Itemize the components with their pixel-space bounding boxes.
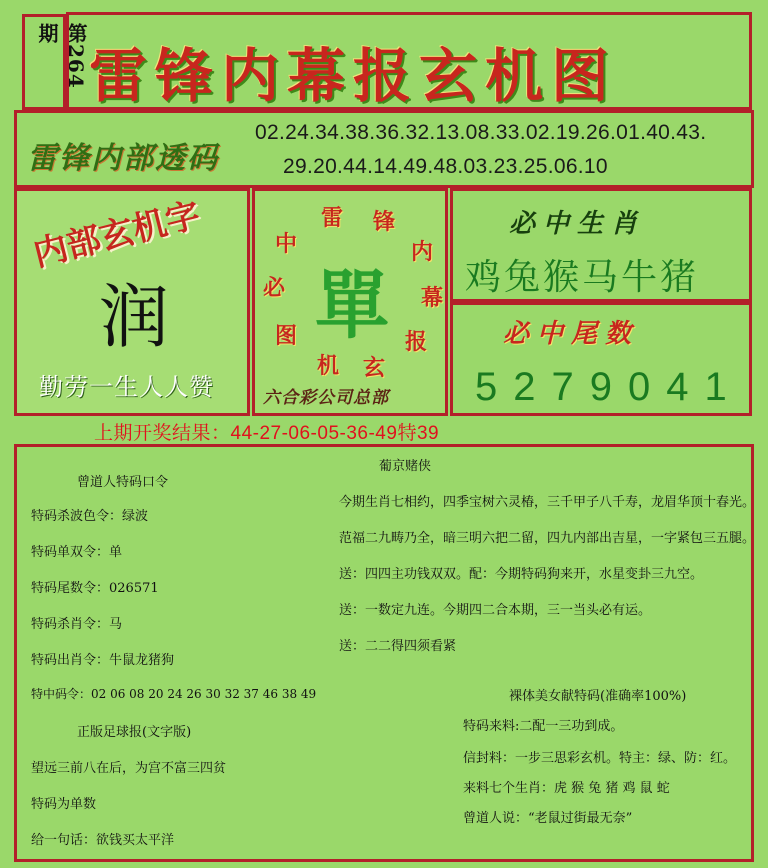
center-emblem-panel xyxy=(252,188,448,416)
ring-char: 图 xyxy=(275,323,298,349)
tail-numbers: 5279041 xyxy=(475,365,743,409)
secret-character: 润 xyxy=(99,276,169,358)
zodiac-title: 必中生肖 xyxy=(509,209,646,239)
tail-number-title: 必中尾数 xyxy=(503,319,640,349)
secret-character-panel xyxy=(14,188,250,416)
left-line: 特码单双令：单 xyxy=(31,545,123,560)
codes-line-2: 29.20.44.14.49.48.03.23.25.06.10 xyxy=(283,155,608,178)
right-line: 信封料：一步三思彩玄机。特主：绿、防：红。 xyxy=(463,751,737,766)
left-line: 特码为单数 xyxy=(31,797,97,812)
left-line: 望远三前八在后，为宫不富三四贫 xyxy=(31,761,227,776)
ring-char: 必 xyxy=(263,275,286,301)
secret-character-label: 内部玄机字 xyxy=(29,194,205,275)
company-name: 六合彩公司总部 xyxy=(263,388,389,408)
ring-char: 玄 xyxy=(363,355,386,381)
ring-char: 雷 xyxy=(321,205,344,231)
emblem-character: 單 xyxy=(315,263,389,349)
right-line: 今期生肖七相约，四季宝树六灵椿，三千甲子八千寿，龙眉华顶十春光。 xyxy=(339,495,756,510)
right-column-subheading: 裸体美女献特码(准确率100%) xyxy=(509,689,687,704)
issue-number: 第264期 xyxy=(35,23,88,89)
codes-line-1: 02.24.34.38.36.32.13.08.33.02.19.26.01.40.43. xyxy=(255,121,707,144)
right-line: 送：四四主功钱双双。配：今期特码狗来开，水星变卦三九空。 xyxy=(339,567,704,582)
ring-char: 幕 xyxy=(421,285,444,311)
last-draw-result: 上期开奖结果：44-27-06-05-36-49特39 xyxy=(94,423,440,444)
text-content-box xyxy=(14,444,754,862)
right-line: 送：一数定九连。今期四二合本期，三一当头必有运。 xyxy=(339,603,652,618)
right-line: 范福二九畴乃全，暗三明六把二留，四九内部出吉星，一字紧包三五腿。 xyxy=(339,531,756,546)
internal-codes-box xyxy=(14,110,754,188)
right-column-heading: 葡京赌侠 xyxy=(379,459,432,474)
right-line: 来料七个生肖：虎 猴 兔 猪 鸡 鼠 蛇 xyxy=(463,781,670,796)
left-line: 特码杀肖令：马 xyxy=(31,617,123,632)
zodiac-list: 鸡兔猴马牛猪 xyxy=(465,257,700,298)
ring-char: 内 xyxy=(411,239,434,265)
left-column-heading: 曾道人特码口令 xyxy=(77,475,169,490)
slogan: 勤劳一生人人赞 xyxy=(39,373,214,401)
right-line: 曾道人说：“老鼠过街最无奈” xyxy=(463,811,633,826)
left-line: 特码杀波色令：绿波 xyxy=(31,509,149,524)
issue-box xyxy=(22,14,88,110)
left-line: 给一句话：欲钱买太平洋 xyxy=(31,833,175,848)
left-line: 特码出肖令：牛鼠龙猪狗 xyxy=(31,653,175,668)
left-line: 特中码令：02 06 08 20 24 26 30 32 37 46 38 49 xyxy=(31,687,317,701)
ring-char: 机 xyxy=(317,353,340,379)
title-banner xyxy=(66,12,752,110)
tail-number-box xyxy=(450,302,752,416)
ring-char: 锋 xyxy=(373,209,396,235)
left-line: 特码尾数令：026571 xyxy=(31,581,159,596)
ring-char: 中 xyxy=(275,231,298,257)
page-title: 雷锋内幕报玄机图 xyxy=(89,42,618,110)
right-line: 特码来料:二配一三功到成。 xyxy=(463,719,624,734)
right-line: 送：二二得四须看紧 xyxy=(339,639,457,654)
left-column-subheading: 正版足球报(文字版) xyxy=(77,725,192,740)
zodiac-box xyxy=(450,188,752,302)
ring-char: 报 xyxy=(405,329,428,355)
codes-label: 雷锋内部透码 xyxy=(27,141,219,176)
